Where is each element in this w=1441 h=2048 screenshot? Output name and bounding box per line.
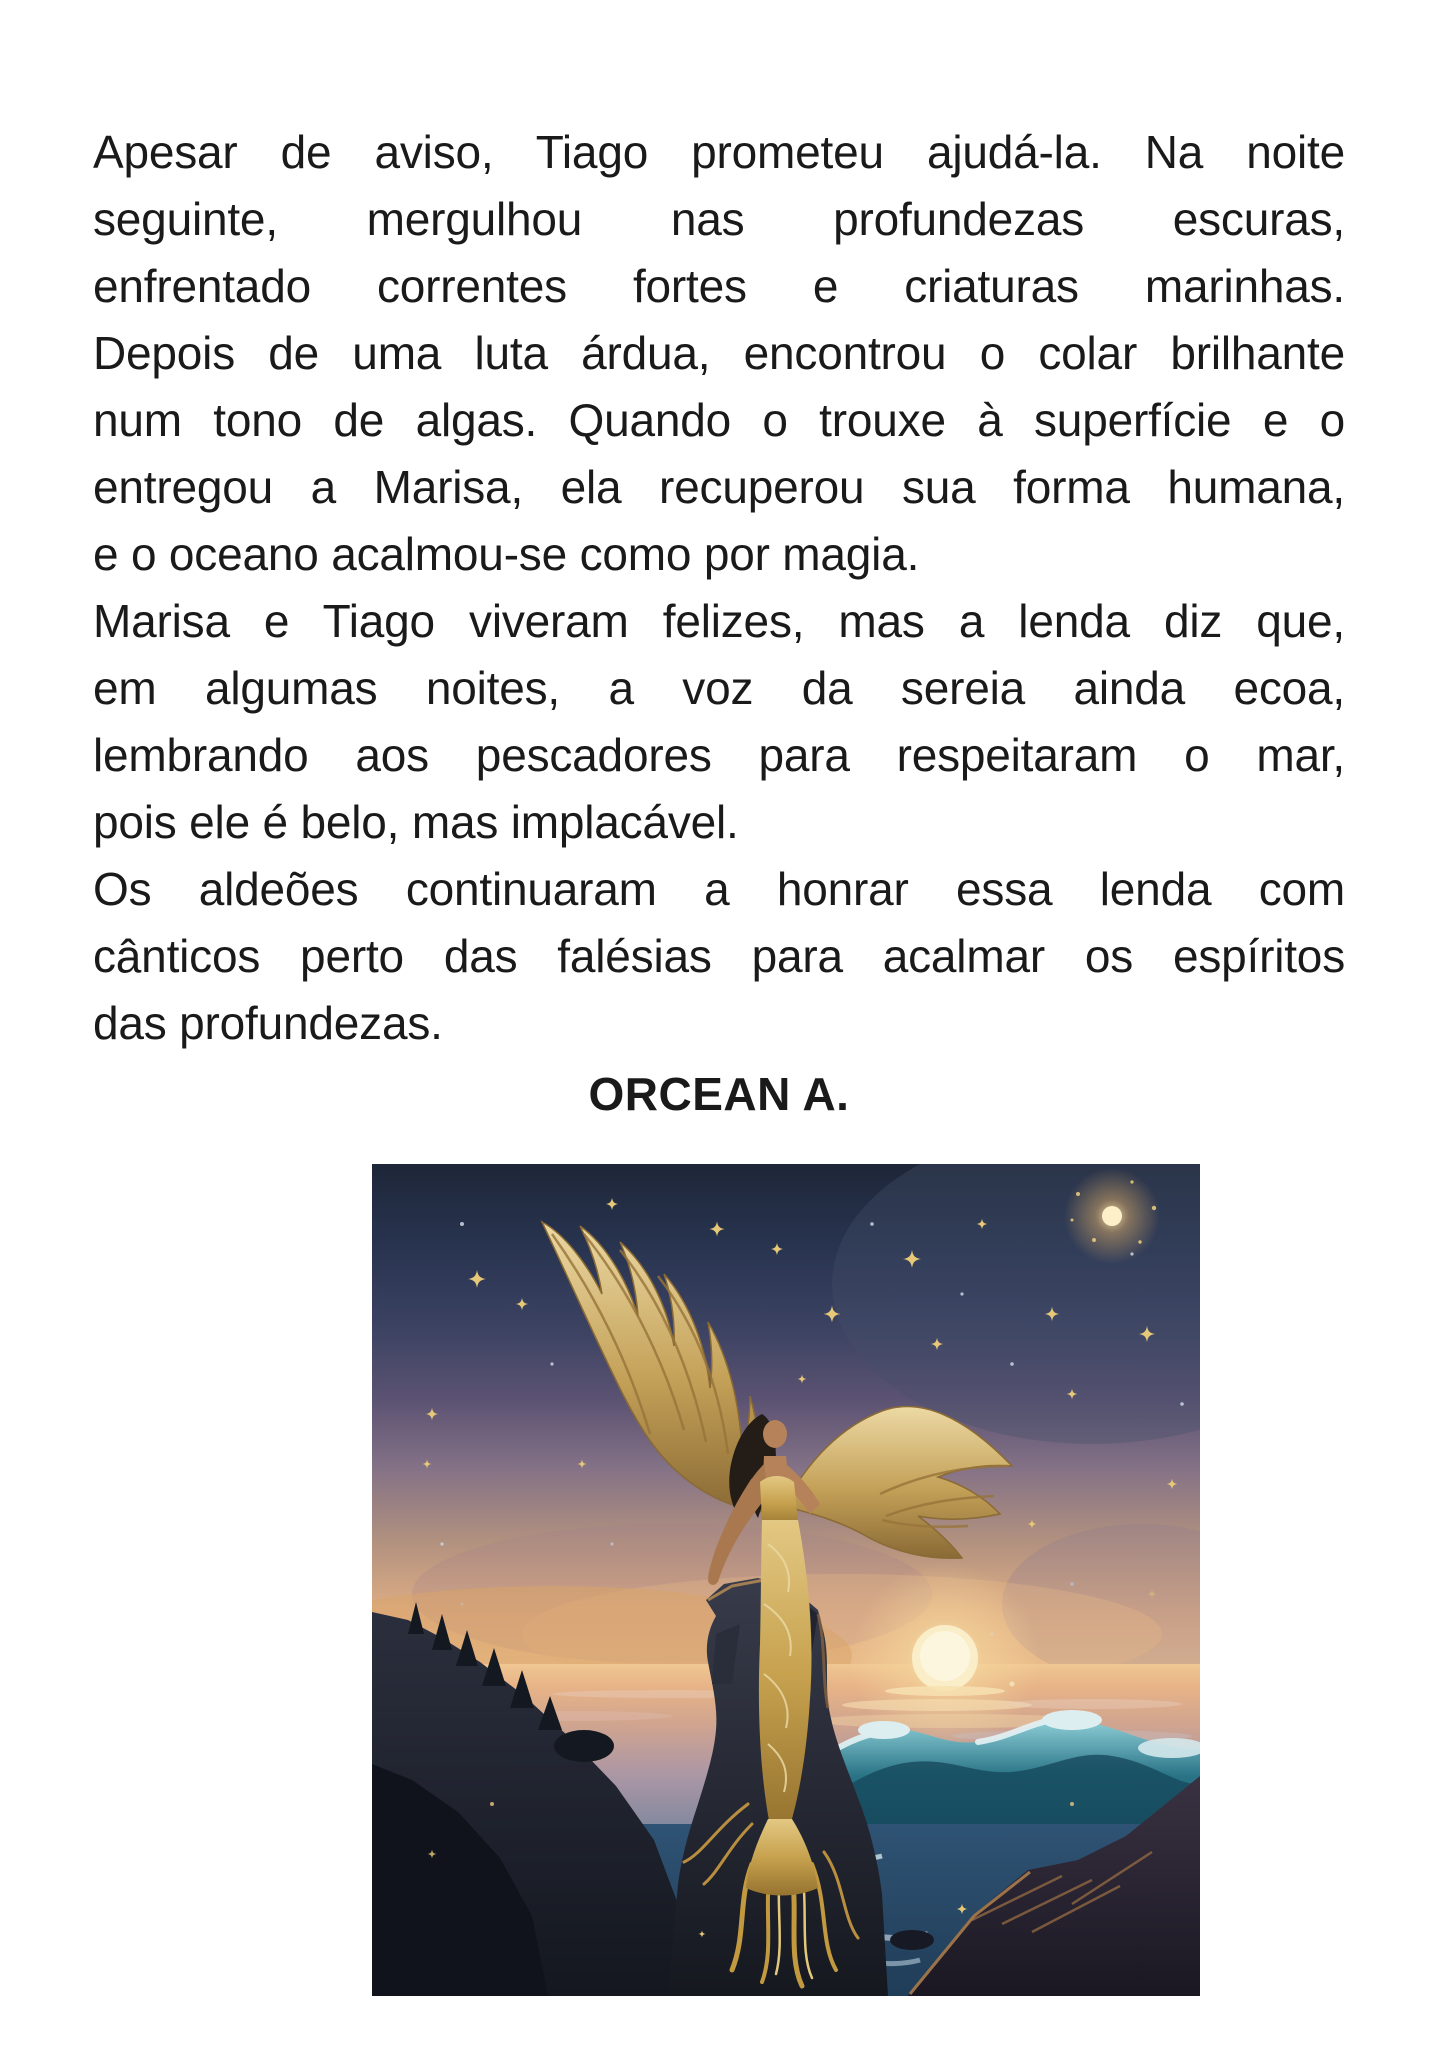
story-line: Os aldeões continuaram a honrar essa lenda com (93, 863, 1345, 915)
story-line: e o oceano acalmou-se como por magia. (93, 528, 920, 580)
story-line: em algumas noites, a voz da sereia ainda ecoa, (93, 662, 1345, 714)
story-text (93, 119, 1345, 1128)
story-line: cânticos perto das falésias para acalmar os espíritos (93, 930, 1345, 982)
story-line: pois ele é belo, mas implacável. (93, 796, 739, 848)
story-line: enfrentado correntes fortes e criaturas marinhas. (93, 260, 1345, 312)
story-signature: ORCEAN A. (588, 1068, 850, 1120)
story-line: num tono de algas. Quando o trouxe à superfície e o (93, 394, 1345, 446)
story-line: Marisa e Tiago viveram felizes, mas a lenda diz que, (93, 595, 1345, 647)
galaxy (1064, 1168, 1160, 1264)
story-line: seguinte, mergulhou nas profundezas escuras, (93, 193, 1345, 245)
angel-head (763, 1420, 787, 1448)
story-line: das profundezas. (93, 997, 443, 1049)
angel-sea-painting (372, 1164, 1200, 1996)
story-line: Depois de uma luta árdua, encontrou o colar brilhante (93, 327, 1345, 379)
story-line: lembrando aos pescadores para respeitaram o mar, (93, 729, 1345, 781)
story-illustration (372, 1164, 1200, 1996)
story-line: Apesar de aviso, Tiago prometeu ajudá-la. Na noite (93, 126, 1345, 178)
story-line: entregou a Marisa, ela recuperou sua forma humana, (93, 461, 1345, 513)
